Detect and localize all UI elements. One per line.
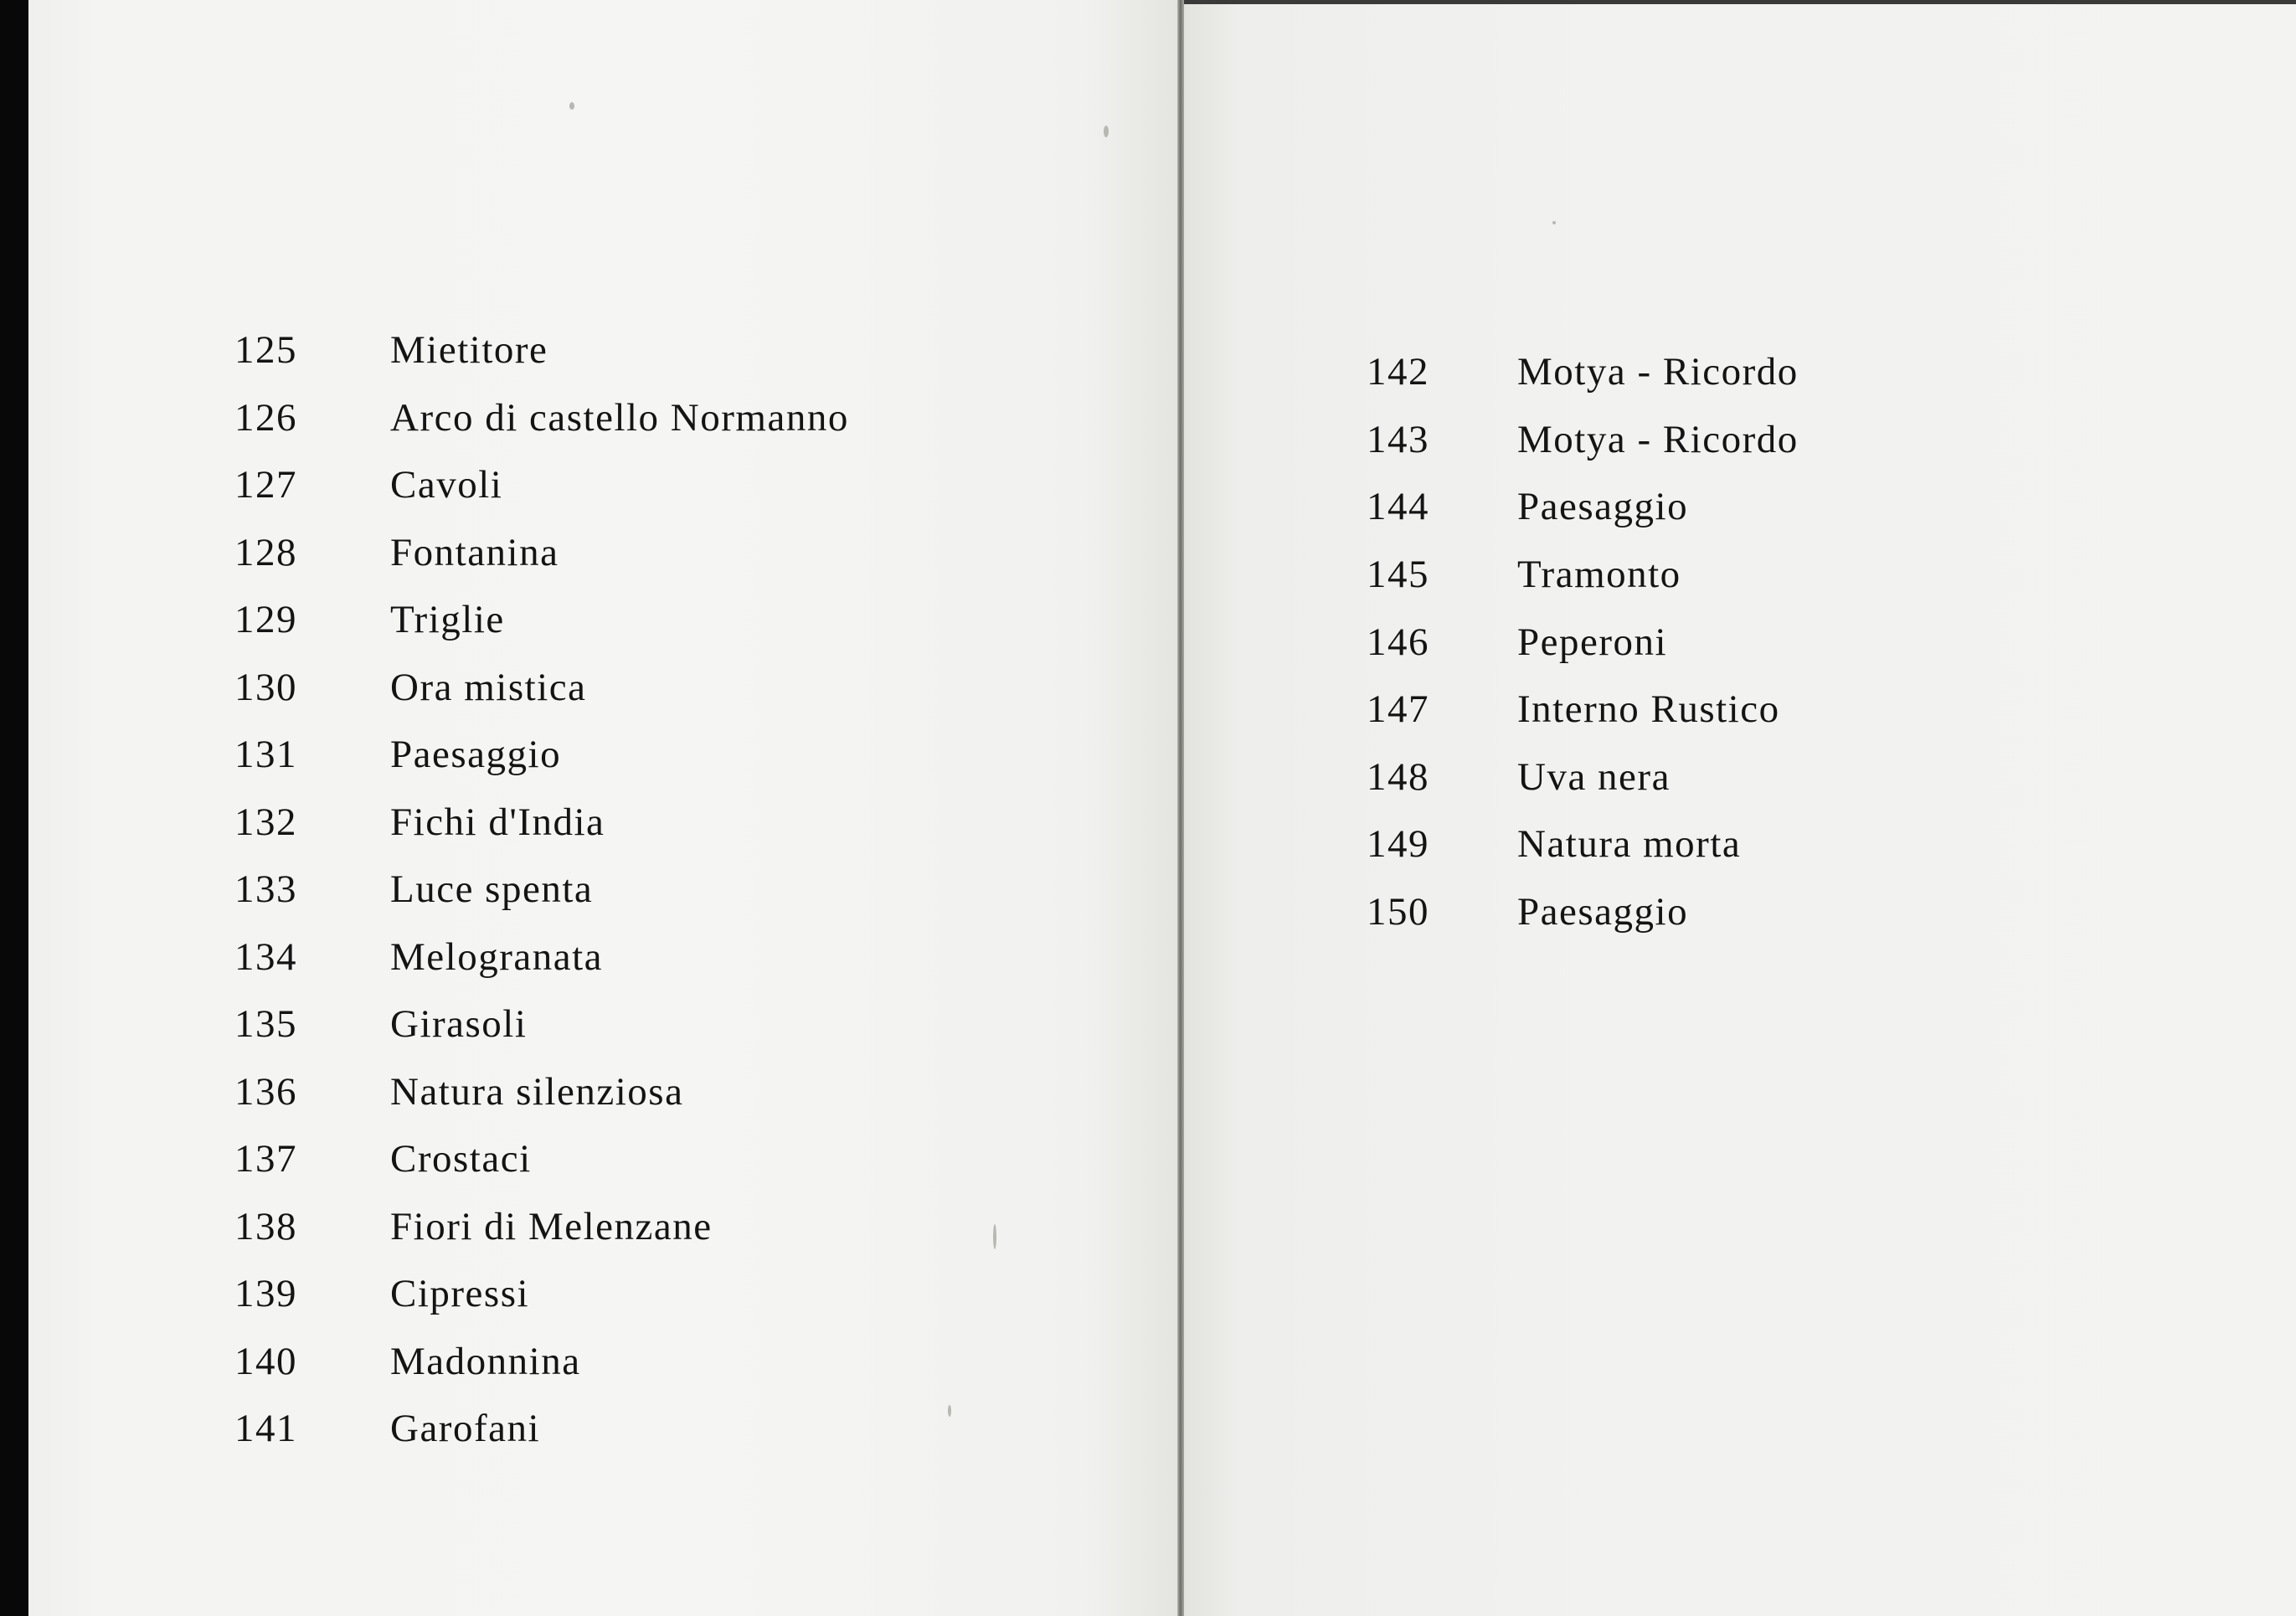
entry-number: 129	[234, 598, 297, 642]
entry-number: 136	[234, 1069, 297, 1114]
entry-number: 131	[234, 733, 297, 777]
catalog-entry	[234, 789, 849, 857]
catalog-entry	[234, 856, 849, 924]
entry-title: Peperoni	[1517, 620, 1668, 664]
catalog-entry	[234, 519, 849, 587]
catalog-entry	[234, 451, 849, 519]
entry-title: Triglie	[390, 598, 505, 642]
entry-number: 137	[234, 1137, 297, 1181]
entry-title: Fontanina	[390, 530, 559, 574]
catalog-entry	[234, 586, 849, 654]
catalog-entry	[234, 1193, 849, 1261]
entry-number: 133	[234, 867, 297, 912]
entry-title: Motya - Ricordo	[1517, 350, 1799, 394]
catalog-entry	[234, 384, 849, 452]
entry-number: 134	[234, 934, 297, 979]
catalog-entry	[234, 1328, 849, 1396]
entry-number: 150	[1367, 890, 1429, 934]
catalog-entry	[1367, 811, 1799, 878]
catalog-entry	[234, 721, 849, 789]
entry-title: Fiori di Melenzane	[390, 1204, 713, 1248]
entry-title: Cipressi	[390, 1272, 530, 1316]
paper-speck	[993, 1224, 996, 1249]
catalog-entry	[234, 1058, 849, 1126]
entry-title: Fichi d'India	[390, 800, 605, 844]
catalog-entry	[1367, 473, 1799, 541]
catalog-entry	[234, 1125, 849, 1193]
entry-number: 128	[234, 530, 297, 574]
entry-title: Girasoli	[390, 1002, 528, 1047]
entry-title: Interno Rustico	[1517, 687, 1780, 732]
catalog-entry	[234, 1395, 849, 1463]
entry-title: Luce spenta	[390, 867, 594, 912]
entry-number: 143	[1367, 417, 1429, 461]
entry-number: 126	[234, 395, 297, 440]
catalog-entry	[1367, 878, 1799, 946]
catalog-entry	[1367, 338, 1799, 406]
entry-title: Natura morta	[1517, 822, 1742, 867]
entry-number: 144	[1367, 485, 1429, 529]
entry-number: 130	[234, 665, 297, 709]
entry-title: Mietitore	[390, 328, 548, 373]
catalog-list-left	[234, 317, 849, 1463]
catalog-entry	[1367, 406, 1799, 474]
entry-title: Melogranata	[390, 934, 604, 979]
catalog-list-right	[1367, 338, 1799, 945]
entry-title: Tramonto	[1517, 553, 1681, 597]
entry-number: 142	[1367, 350, 1429, 394]
entry-number: 135	[234, 1002, 297, 1047]
paper-speck	[1552, 221, 1556, 224]
entry-number: 140	[234, 1339, 297, 1383]
catalog-entry	[234, 654, 849, 722]
book-gutter	[1177, 0, 1184, 1616]
entry-title: Uva nera	[1517, 754, 1671, 799]
entry-title: Crostaci	[390, 1137, 532, 1181]
entry-title: Paesaggio	[1517, 890, 1689, 934]
catalog-entry	[234, 317, 849, 384]
entry-title: Cavoli	[390, 463, 503, 507]
entry-number: 141	[234, 1407, 297, 1451]
catalog-entry	[234, 924, 849, 991]
catalog-entry	[1367, 541, 1799, 609]
scan-black-edge	[0, 0, 28, 1616]
entry-title: Motya - Ricordo	[1517, 417, 1799, 461]
entry-title: Natura silenziosa	[390, 1069, 684, 1114]
entry-title: Paesaggio	[390, 733, 562, 777]
entry-title: Paesaggio	[1517, 485, 1689, 529]
catalog-entry	[234, 1260, 849, 1328]
paper-speck	[569, 102, 574, 110]
entry-number: 147	[1367, 687, 1429, 732]
catalog-entry	[1367, 608, 1799, 676]
catalog-entry	[1367, 676, 1799, 744]
entry-number: 145	[1367, 553, 1429, 597]
paper-speck	[1104, 126, 1109, 137]
catalog-entry	[1367, 744, 1799, 811]
entry-number: 139	[234, 1272, 297, 1316]
entry-number: 146	[1367, 620, 1429, 664]
entry-number: 125	[234, 328, 297, 373]
entry-title: Garofani	[390, 1407, 541, 1451]
entry-number: 138	[234, 1204, 297, 1248]
entry-number: 127	[234, 463, 297, 507]
paper-speck	[948, 1405, 951, 1417]
entry-title: Ora mistica	[390, 665, 587, 709]
entry-number: 148	[1367, 754, 1429, 799]
catalog-entry	[234, 991, 849, 1058]
entry-title: Arco di castello Normanno	[390, 395, 849, 440]
entry-number: 132	[234, 800, 297, 844]
entry-title: Madonnina	[390, 1339, 581, 1383]
entry-number: 149	[1367, 822, 1429, 867]
right-page-top-edge	[1184, 0, 2296, 4]
